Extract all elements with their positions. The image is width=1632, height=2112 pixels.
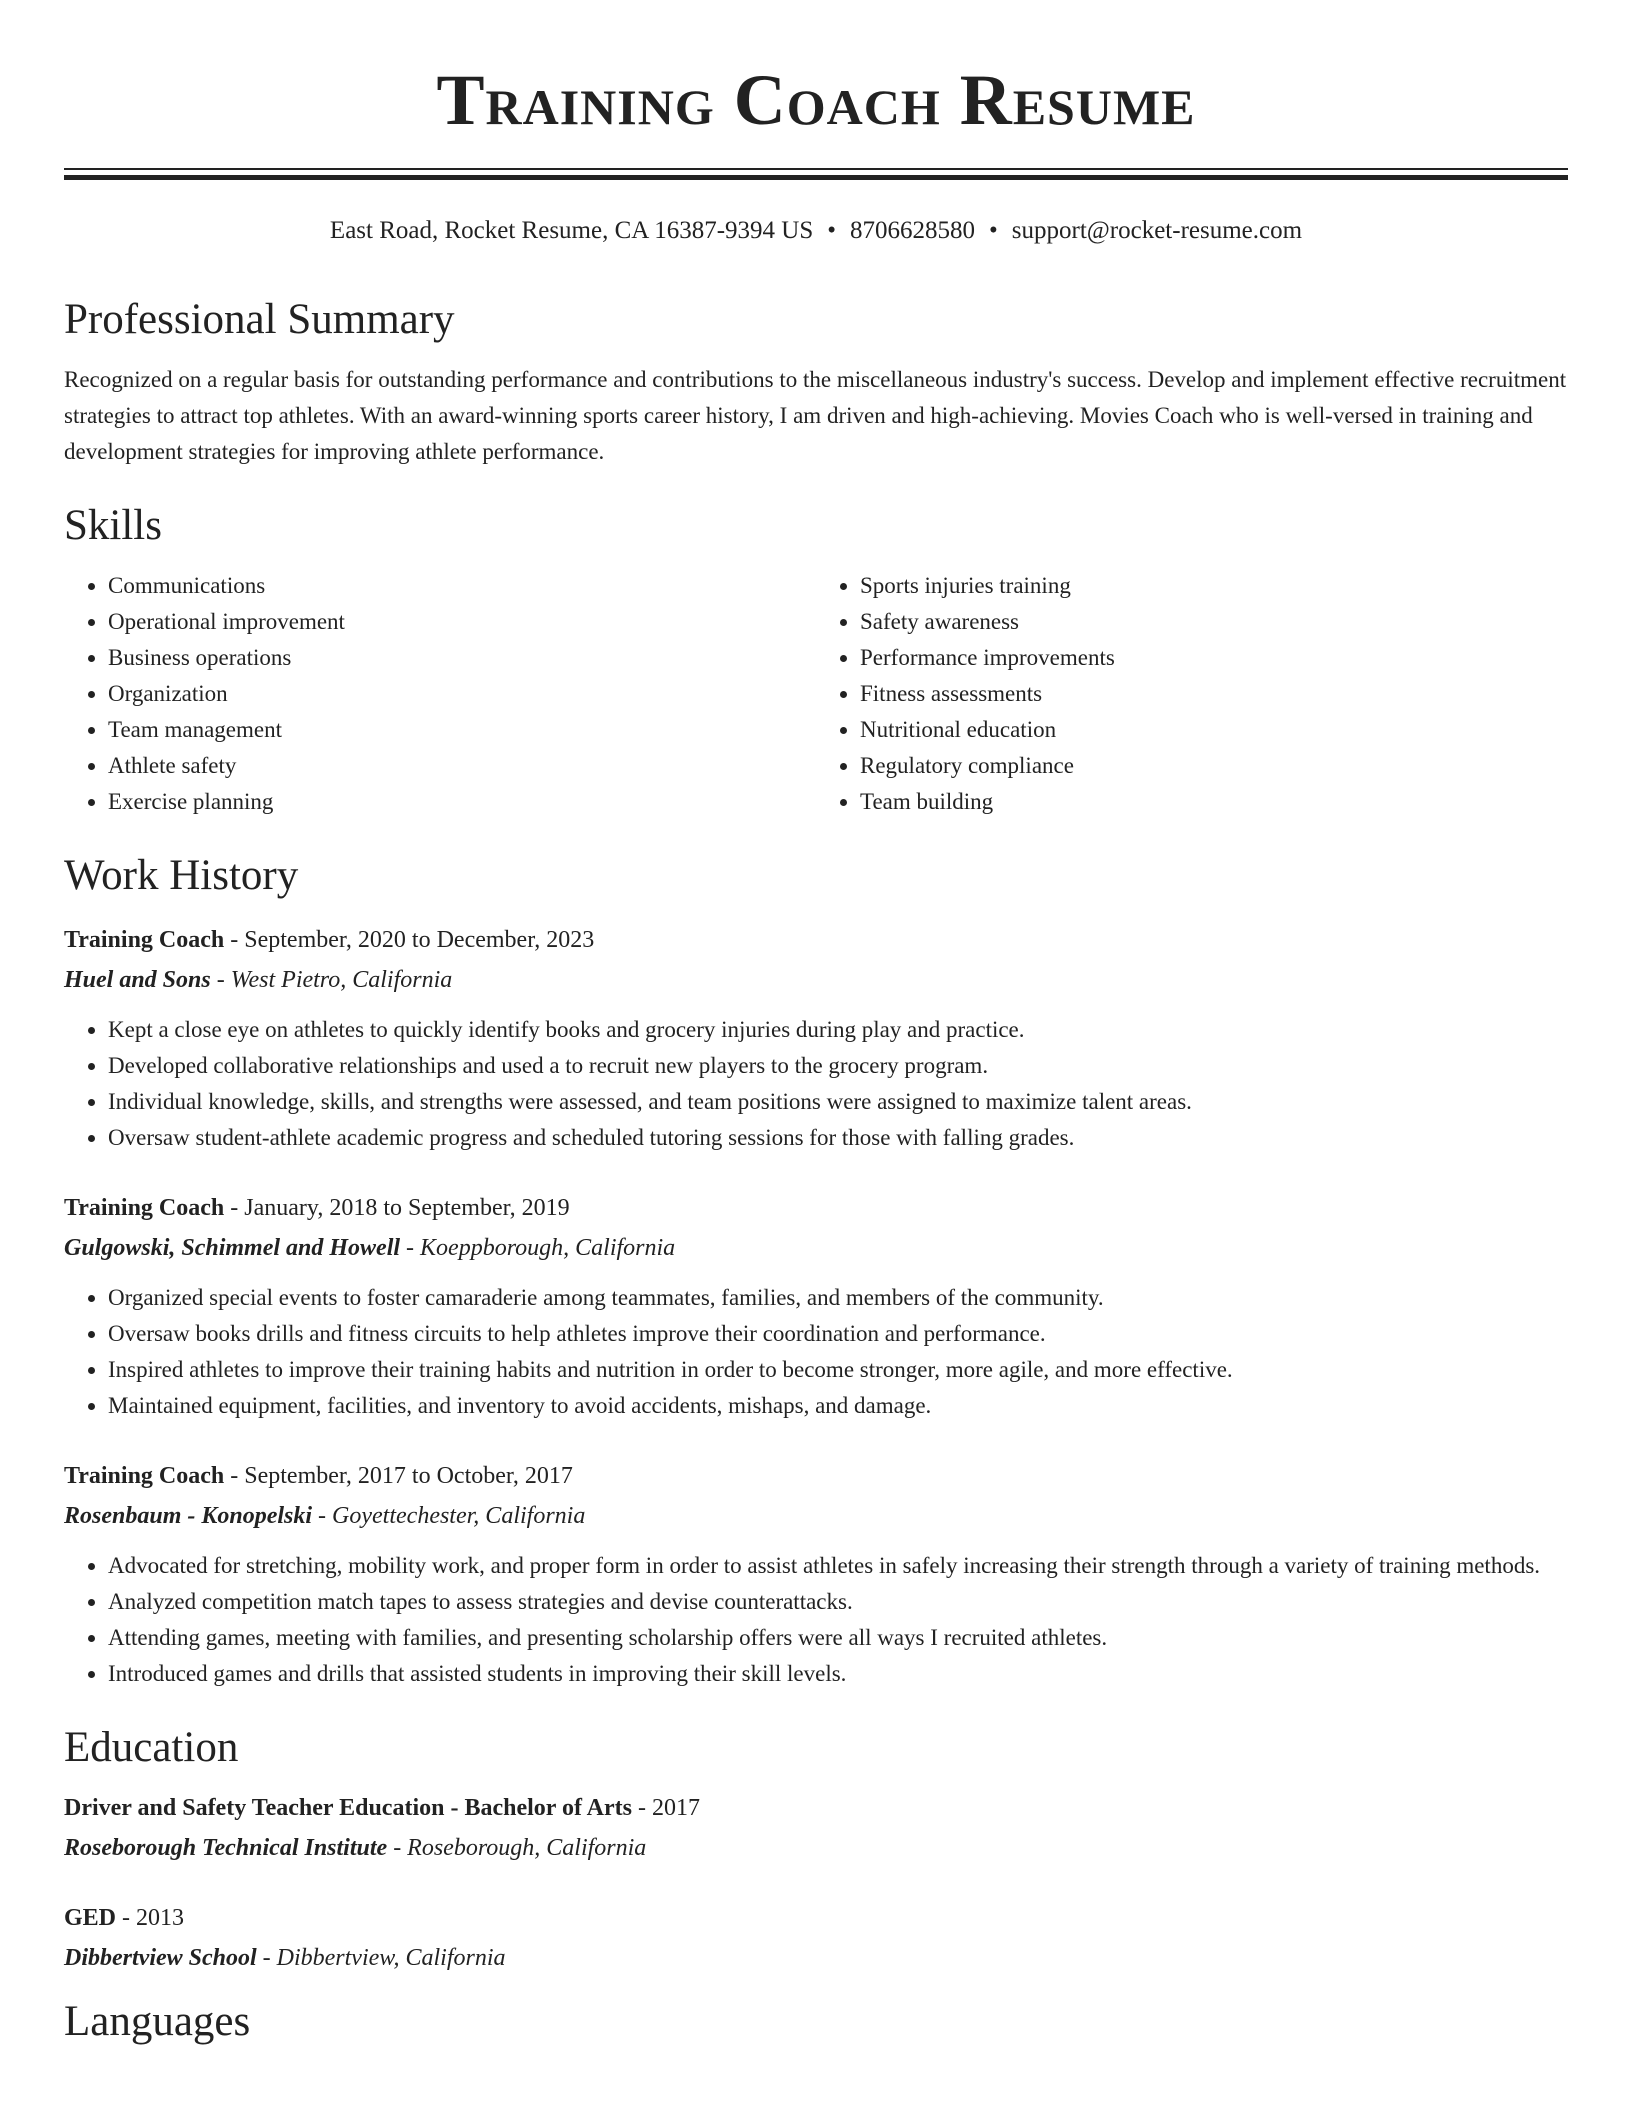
section-heading-work-history: Work History bbox=[64, 852, 299, 899]
job-location: - West Pietro, California bbox=[210, 967, 453, 993]
job-title: Training Coach bbox=[64, 927, 225, 953]
job-entry bbox=[64, 920, 1568, 1156]
work-history-section bbox=[64, 846, 1568, 1692]
job-dates: - September, 2020 to December, 2023 bbox=[224, 927, 595, 953]
summary-section bbox=[64, 290, 1568, 470]
summary-text: Recognized on a regular basis for outstanding performance and contributions to the miscellaneous industry's success. Develop and implement effective recruitment strategies to attract top athletes. With an award-winning sports career history, I am driven and high-achieving. Movies Coach who is well-versed in training and development strategies for improving athlete performance. bbox=[64, 367, 1567, 464]
job-bullets bbox=[64, 1012, 1568, 1156]
job-company: Rosenbaum - Konopelski bbox=[64, 1503, 313, 1529]
skill-item: • Performance improvements bbox=[860, 640, 1568, 676]
education-degree: Driver and Safety Teacher Education - Bachelor of Arts bbox=[64, 1795, 632, 1821]
skill-item: • Exercise planning bbox=[108, 784, 816, 820]
education-school: Roseborough Technical Institute bbox=[64, 1835, 388, 1861]
skill-item: • Regulatory compliance bbox=[860, 748, 1568, 784]
skill-item: • Athlete safety bbox=[108, 748, 816, 784]
job-bullet: • Organized special events to foster camaraderie among teammates, families, and members of the community. bbox=[108, 1280, 1568, 1316]
skill-item: • Team building bbox=[860, 784, 1568, 820]
job-bullet: • Inspired athletes to improve their training habits and nutrition in order to become stronger, more agile, and more effective. bbox=[108, 1352, 1568, 1388]
skill-item: • Organization bbox=[108, 676, 816, 712]
education-location: - Dibbertview, California bbox=[256, 1945, 506, 1971]
job-bullet: • Maintained equipment, facilities, and inventory to avoid accidents, mishaps, and damage. bbox=[108, 1388, 1568, 1424]
job-bullet: • Oversaw books drills and fitness circuits to help athletes improve their coordination and performance. bbox=[108, 1316, 1568, 1352]
skill-item: • Nutritional education bbox=[860, 712, 1568, 748]
job-header bbox=[64, 1456, 1568, 1496]
contact-email: support@rocket-resume.com bbox=[1011, 217, 1303, 244]
education-school-line bbox=[64, 1938, 1568, 1978]
contact-address: East Road, Rocket Resume, CA 16387-9394 US bbox=[329, 217, 814, 244]
job-header bbox=[64, 920, 1568, 960]
job-company-line bbox=[64, 1496, 1568, 1536]
section-heading-education: Education bbox=[64, 1724, 239, 1771]
job-bullet: • Advocated for stretching, mobility work, and proper form in order to assist athletes in safely increasing their strength through a variety of training methods. bbox=[108, 1548, 1568, 1584]
job-company-line bbox=[64, 1228, 1568, 1268]
job-bullets bbox=[64, 1548, 1568, 1692]
header-rule-thick bbox=[64, 175, 1568, 180]
skills-list-left bbox=[64, 568, 816, 820]
job-bullets bbox=[64, 1280, 1568, 1424]
skill-item: • Business operations bbox=[108, 640, 816, 676]
job-company: Gulgowski, Schimmel and Howell bbox=[64, 1235, 401, 1261]
skill-item: • Communications bbox=[108, 568, 816, 604]
skills-columns bbox=[64, 568, 1568, 820]
skill-item: • Safety awareness bbox=[860, 604, 1568, 640]
skills-list-right bbox=[816, 568, 1568, 820]
job-title: Training Coach bbox=[64, 1463, 225, 1489]
job-bullet: • Oversaw student-athlete academic progress and scheduled tutoring sessions for those with falling grades. bbox=[108, 1120, 1568, 1156]
job-title: Training Coach bbox=[64, 1195, 225, 1221]
section-heading-skills: Skills bbox=[64, 502, 162, 549]
job-dates: - January, 2018 to September, 2019 bbox=[224, 1195, 570, 1221]
education-section bbox=[64, 1718, 1568, 1978]
education-year: - 2013 bbox=[116, 1905, 185, 1931]
section-heading-languages: Languages bbox=[64, 1998, 251, 2045]
job-bullet: • Analyzed competition match tapes to assess strategies and devise counterattacks. bbox=[108, 1584, 1568, 1620]
job-location: - Koeppborough, California bbox=[400, 1235, 676, 1261]
education-entry bbox=[64, 1788, 1568, 1868]
education-entry bbox=[64, 1898, 1568, 1978]
job-header bbox=[64, 1188, 1568, 1228]
education-degree: GED bbox=[64, 1905, 117, 1931]
skills-section bbox=[64, 496, 1568, 820]
education-school-line bbox=[64, 1828, 1568, 1868]
job-bullet: • Developed collaborative relationships and used a to recruit new players to the grocery program. bbox=[108, 1048, 1568, 1084]
education-location: - Roseborough, California bbox=[387, 1835, 647, 1861]
job-company-line bbox=[64, 960, 1568, 1000]
skill-item: • Operational improvement bbox=[108, 604, 816, 640]
skill-item: • Fitness assessments bbox=[860, 676, 1568, 712]
contact-separator: • bbox=[827, 217, 836, 244]
job-bullet: • Introduced games and drills that assisted students in improving their skill levels. bbox=[108, 1656, 1568, 1692]
skill-item: • Sports injuries training bbox=[860, 568, 1568, 604]
resume-content bbox=[64, 290, 1568, 2052]
education-header bbox=[64, 1788, 1568, 1828]
job-dates: - September, 2017 to October, 2017 bbox=[224, 1463, 573, 1489]
header-rule-thin bbox=[64, 168, 1568, 170]
contact-line bbox=[0, 214, 1632, 248]
job-entry bbox=[64, 1188, 1568, 1424]
contact-separator: • bbox=[989, 217, 998, 244]
job-location: - Goyettechester, California bbox=[312, 1503, 586, 1529]
contact-phone: 8706628580 bbox=[850, 217, 975, 244]
job-bullet: • Kept a close eye on athletes to quickly identify books and grocery injuries during play and practice. bbox=[108, 1012, 1568, 1048]
languages-section bbox=[64, 1992, 1568, 2052]
education-year: - 2017 bbox=[631, 1795, 700, 1821]
education-header bbox=[64, 1898, 1568, 1938]
section-heading-summary: Professional Summary bbox=[64, 296, 455, 343]
skill-item: • Team management bbox=[108, 712, 816, 748]
job-company: Huel and Sons bbox=[64, 967, 211, 993]
education-school: Dibbertview School bbox=[64, 1945, 257, 1971]
job-entry bbox=[64, 1456, 1568, 1692]
job-bullet: • Individual knowledge, skills, and strengths were assessed, and team positions were assigned to maximize talent areas. bbox=[108, 1084, 1568, 1120]
job-bullet: • Attending games, meeting with families, and presenting scholarship offers were all ways I recruited athletes. bbox=[108, 1620, 1568, 1656]
resume-title: Training Coach Resume bbox=[436, 60, 1196, 140]
